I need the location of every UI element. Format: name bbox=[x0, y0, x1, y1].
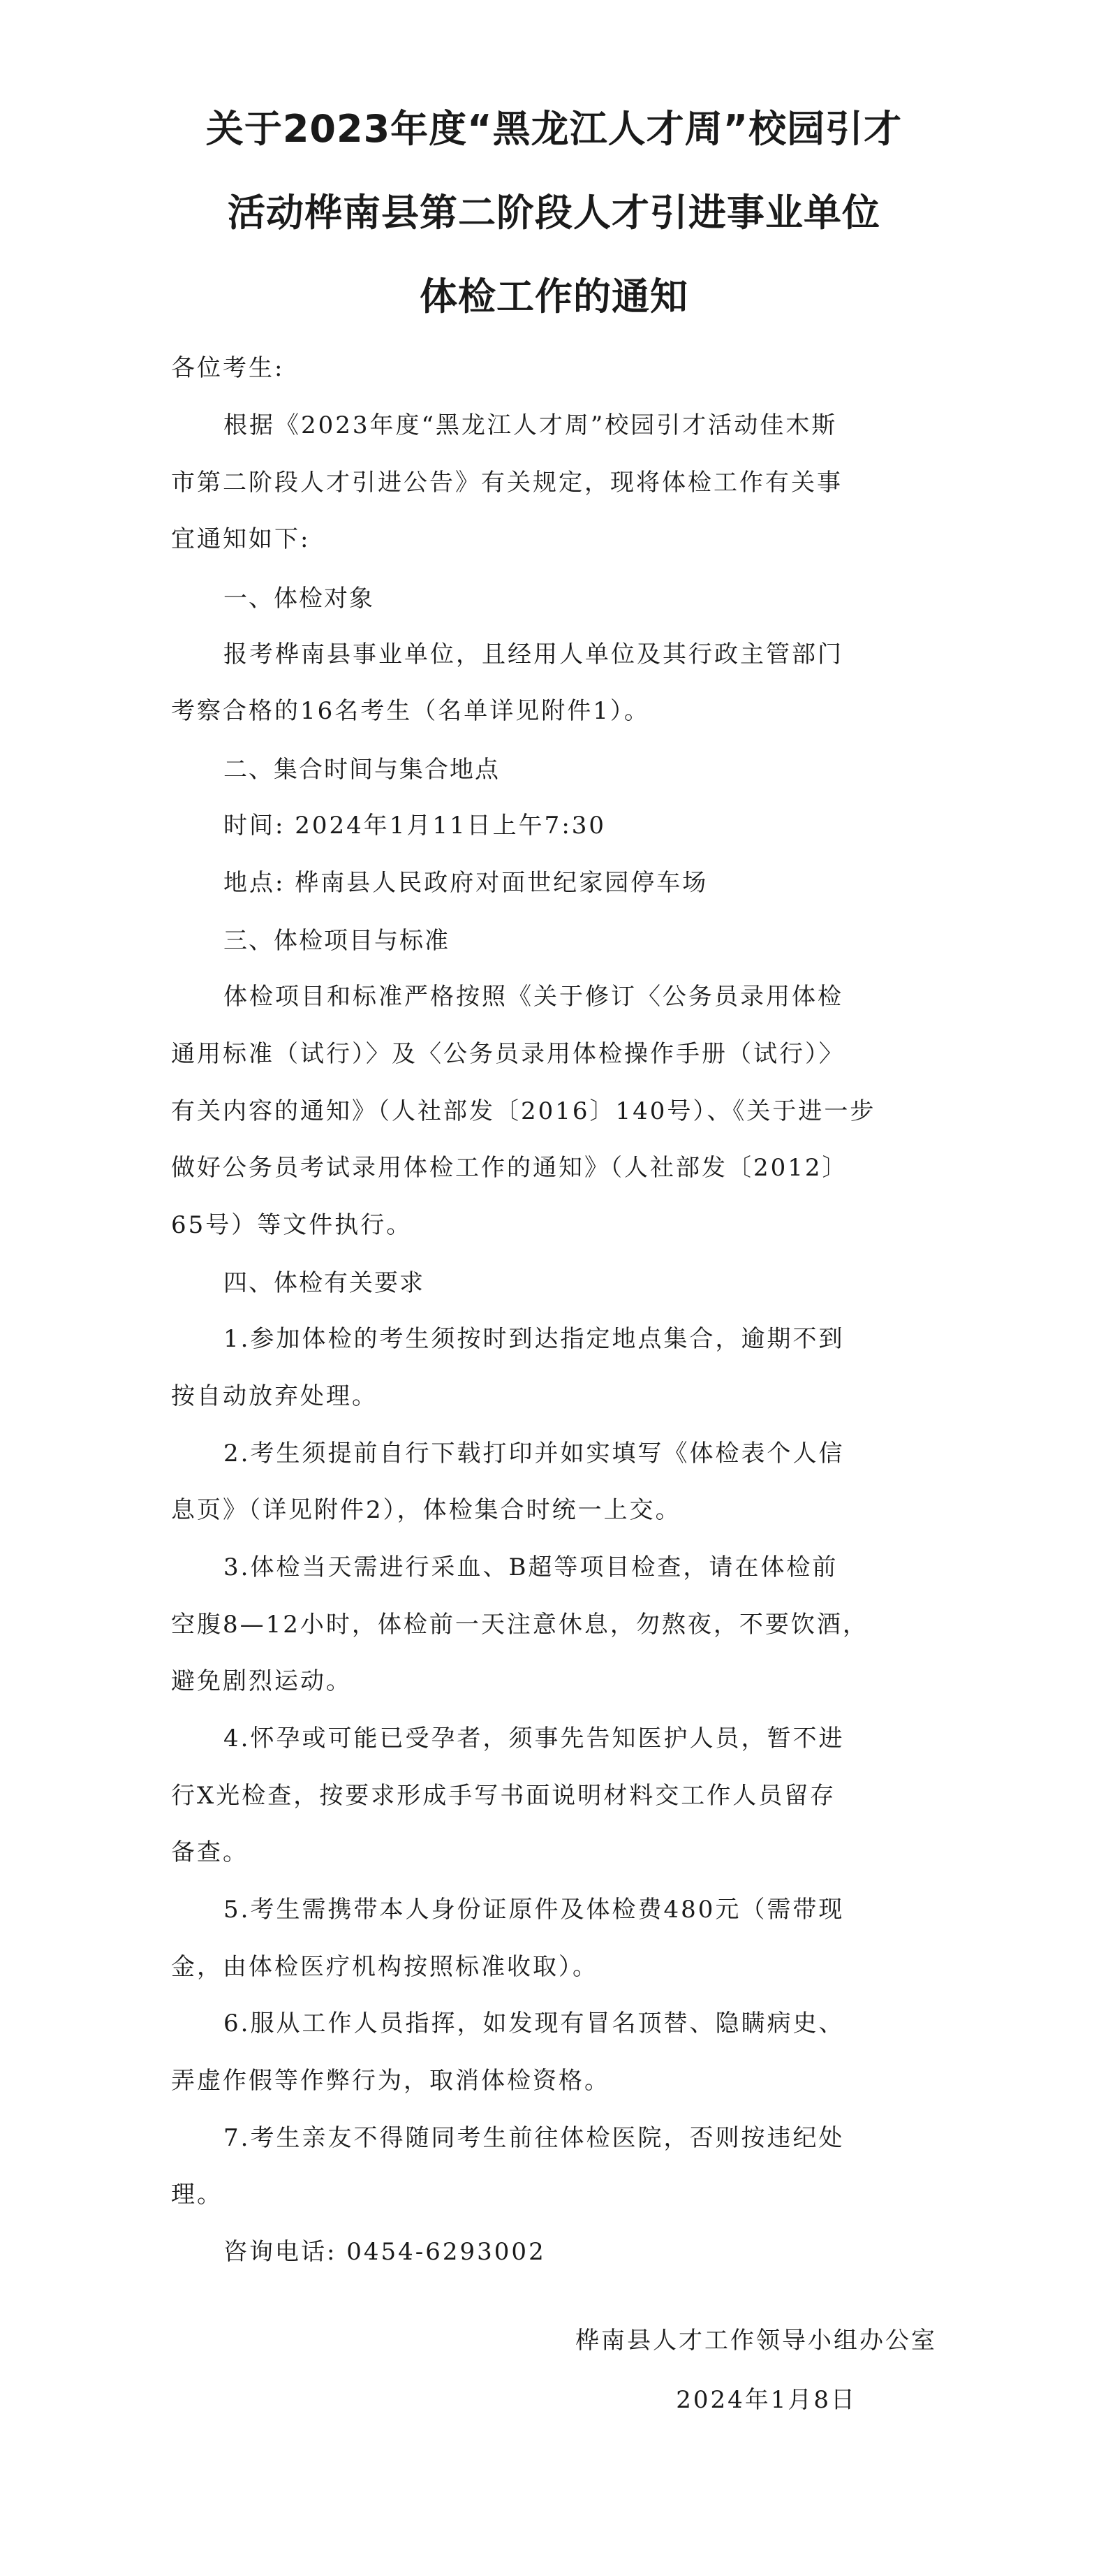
intro-line-1: 根据《2023年度“黑龙江人才周”校园引才活动佳木斯 bbox=[223, 411, 838, 439]
intro-line-2: 市第二阶段人才引进公告》有关规定，现将体检工作有关事 bbox=[171, 469, 843, 497]
intro-line-3: 宜通知如下: bbox=[171, 525, 311, 553]
section-3-line-2: 通用标准（试行）〉及〈公务员录用体检操作手册（试行）〉 bbox=[171, 1040, 845, 1068]
requirement-4-line-1: 4.怀孕或可能已受孕者，须事先告知医护人员，暂不进 bbox=[223, 1725, 845, 1752]
signature-org: 桦南县人才工作领导小组办公室 bbox=[575, 2327, 937, 2355]
salutation: 各位考生: bbox=[171, 354, 285, 382]
requirement-3-line-2: 空腹8—12小时，体检前一天注意休息，勿熬夜，不要饮酒， bbox=[171, 1611, 869, 1639]
section-2-time: 时间: 2024年1月11日上午7:30 bbox=[223, 812, 607, 840]
title-line-1: 关于2023年度“黑龙江人才周”校园引才 bbox=[205, 107, 903, 151]
section-2-heading: 二、集合时间与集合地点 bbox=[223, 756, 500, 784]
section-1-line-1: 报考桦南县事业单位，且经用人单位及其行政主管部门 bbox=[223, 641, 843, 668]
section-2-place: 地点: 桦南县人民政府对面世纪家园停车场 bbox=[223, 869, 709, 897]
requirement-7-line-2: 理。 bbox=[171, 2181, 223, 2209]
requirement-6-line-1: 6.服从工作人员指挥，如发现有冒名顶替、隐瞒病史、 bbox=[223, 2010, 845, 2037]
requirement-5-line-2: 金，由体检医疗机构按照标准收取）。 bbox=[171, 1953, 598, 1981]
title-line-3: 体检工作的通知 bbox=[420, 275, 688, 319]
contact-phone: 咨询电话: 0454-6293002 bbox=[223, 2238, 546, 2266]
requirement-4-line-2: 行X光检查，按要求形成手写书面说明材料交工作人员留存 bbox=[171, 1782, 836, 1810]
section-1-heading: 一、体检对象 bbox=[223, 585, 374, 613]
requirement-1-line-2: 按自动放弃处理。 bbox=[171, 1382, 378, 1410]
requirement-3-line-1: 3.体检当天需进行采血、B超等项目检查，请在体检前 bbox=[223, 1553, 839, 1581]
requirement-4-line-3: 备查。 bbox=[171, 1838, 249, 1866]
section-3-line-3: 有关内容的通知》（人社部发〔2016〕140号）、《关于进一步 bbox=[171, 1097, 876, 1125]
requirement-6-line-2: 弄虚作假等作弊行为，取消体检资格。 bbox=[171, 2067, 610, 2095]
requirement-3-line-3: 避免剧烈运动。 bbox=[171, 1667, 352, 1695]
section-3-line-4: 做好公务员考试录用体检工作的通知》（人社部发〔2012〕 bbox=[171, 1154, 848, 1182]
requirement-2-line-2: 息页》（详见附件2），体检集合时统一上交。 bbox=[171, 1496, 681, 1524]
section-3-line-5: 65号）等文件执行。 bbox=[171, 1211, 413, 1239]
section-3-line-1: 体检项目和标准严格按照《关于修订〈公务员录用体检 bbox=[223, 983, 843, 1011]
requirement-2-line-1: 2.考生须提前自行下载打印并如实填写《体检表个人信 bbox=[223, 1440, 845, 1468]
requirement-5-line-1: 5.考生需携带本人身份证原件及体检费480元（需带现 bbox=[223, 1896, 845, 1924]
section-4-heading: 四、体检有关要求 bbox=[223, 1269, 424, 1297]
requirement-1-line-1: 1.参加体检的考生须按时到达指定地点集合，逾期不到 bbox=[223, 1325, 845, 1353]
title-line-2: 活动桦南县第二阶段人才引进事业单位 bbox=[228, 191, 880, 235]
section-1-line-2: 考察合格的16名考生（名单详见附件1）。 bbox=[171, 697, 650, 725]
section-3-heading: 三、体检项目与标准 bbox=[223, 927, 450, 955]
signature-date: 2024年1月8日 bbox=[676, 2386, 857, 2414]
requirement-7-line-1: 7.考生亲友不得随同考生前往体检医院，否则按违纪处 bbox=[223, 2124, 845, 2152]
